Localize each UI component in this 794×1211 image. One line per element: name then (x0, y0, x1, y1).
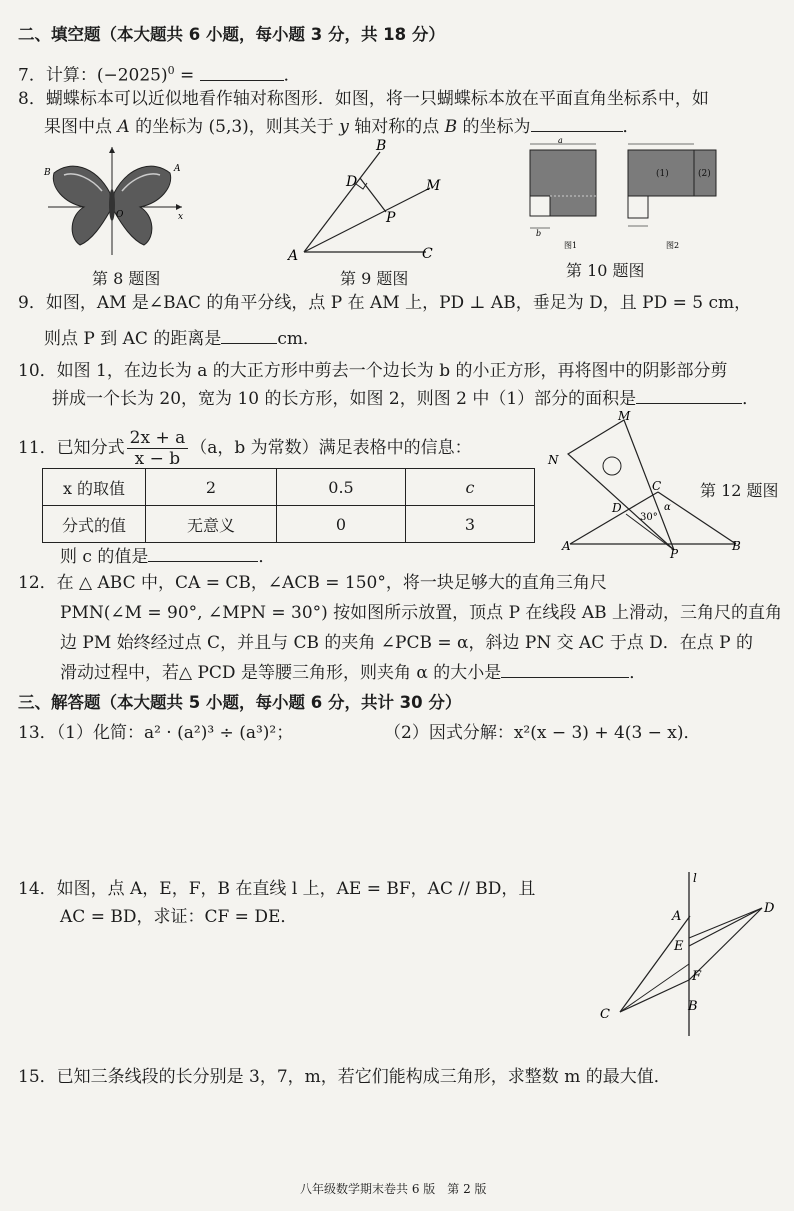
figure-14-parallel (592, 868, 788, 1040)
question-10-line2: 拼成一个长为 20，宽为 10 的长方形，如图 2，则图 2 中（1）部分的面积是 ． (52, 389, 760, 409)
svg-text:l: l (693, 871, 697, 885)
figure-8-butterfly (40, 145, 190, 257)
svg-text:α: α (664, 502, 671, 513)
question-11-after: 则 c 的值是 ． (60, 547, 276, 567)
caption-fig12: 第 12 题图 (700, 481, 779, 500)
question-12-line4: 滑动过程中，若△ PCD 是等腰三角形，则夹角 α 的大小是 ． (60, 663, 647, 683)
question-13-part2: （2）因式分解：x²(x − 3) + 4(3 − x)． (384, 723, 701, 743)
answer-blank-7[interactable] (200, 64, 284, 81)
question-8-line2: 果图中点 A 的坐标为 (5,3)，则其关于 y 轴对称的点 B 的坐标为 ． (44, 117, 640, 137)
svg-text:N: N (548, 453, 559, 467)
answer-blank-12[interactable] (501, 661, 629, 678)
svg-text:b: b (536, 229, 542, 238)
svg-text:(1): (1) (656, 169, 669, 179)
fraction: $\frac{2x + a}{x - b}$ (127, 428, 189, 469)
question-8-line1: 8．蝴蝶标本可以近似地看作轴对称图形．如图，将一只蝴蝶标本放在平面直角坐标系中，如 (18, 89, 709, 109)
section2-heading: 二、填空题（本大题共 6 小题，每小题 3 分，共 18 分） (18, 25, 445, 44)
question-14-line1: 14．如图，点 A，E，F，B 在直线 l 上，AE = BF，AC // BD，且 (18, 879, 536, 899)
svg-text:A: A (562, 539, 571, 553)
svg-text:B: B (688, 999, 698, 1014)
svg-text:图1: 图1 (564, 241, 578, 250)
question-12-line1: 12．在 △ ABC 中，CA = CB，∠ACB = 150°，将一块足够大的直角三角尺 (18, 573, 607, 593)
question-13-part1: 13．（1）化简：a² · (a²)³ ÷ (a³)²； (18, 723, 294, 743)
svg-text:图2: 图2 (666, 241, 680, 250)
question-7: 7．计算：$(-2025)^0$ = ． (18, 64, 301, 86)
svg-text:M: M (618, 409, 631, 423)
svg-text:P: P (670, 547, 679, 561)
question-9-line2: 则点 P 到 AC 的距离是 cm． (44, 329, 320, 349)
caption-fig8: 第 8 题图 (92, 269, 161, 288)
fig8-label-A: A (174, 164, 181, 174)
svg-text:B: B (732, 539, 741, 553)
svg-text:D: D (764, 901, 775, 916)
section3-heading: 三、解答题（本大题共 5 小题，每小题 6 分，共计 30 分） (18, 693, 462, 712)
table-row: 分式的值 无意义 0 3 (43, 506, 535, 543)
answer-blank-11[interactable] (148, 545, 258, 562)
question-9-line1: 9．如图，AM 是∠BAC 的角平分线，点 P 在 AM 上，PD ⊥ AB，垂足为 D，且 PD = 5 cm， (18, 293, 752, 313)
question-15: 15．已知三条线段的长分别是 3，7，m，若它们能构成三角形，求整数 m 的最大值． (18, 1067, 671, 1087)
fig8-label-O: O (116, 210, 124, 220)
fig8-label-B: B (44, 168, 51, 178)
question-10-line1: 10．如图 1，在边长为 a 的大正方形中剪去一个边长为 b 的小正方形，再将图中的阴影部分剪 (18, 361, 728, 381)
table-row: x 的取值 2 0.5 c (43, 469, 535, 506)
caption-fig9: 第 9 题图 (340, 269, 409, 288)
fig9-label-D: D (346, 174, 358, 190)
svg-text:A: A (672, 909, 682, 924)
fig9-label-M: M (426, 178, 441, 194)
question-12-line3: 边 PM 始终经过点 C，并且与 CB 的夹角 ∠PCB = α，斜边 PN 交 AC 于点 D．在点 P 的 (60, 633, 753, 653)
svg-text:a: a (558, 136, 563, 145)
q11-table (42, 468, 535, 543)
svg-text:(2): (2) (698, 169, 711, 179)
question-14-line2: AC = BD，求证：CF = DE． (60, 907, 298, 927)
figure-10-squares (520, 136, 730, 256)
svg-text:30°: 30° (640, 512, 658, 523)
svg-text:F: F (692, 969, 702, 984)
svg-text:D: D (612, 501, 622, 515)
question-11: 11．已知分式 $\frac{2x + a}{x - b}$ （a，b 为常数）满足表格中的信息： (18, 428, 472, 469)
svg-text:C: C (600, 1007, 610, 1022)
svg-text:E: E (674, 939, 684, 954)
answer-blank-9[interactable] (221, 327, 277, 344)
fig8-label-x: x (178, 212, 184, 222)
fig9-label-A: A (288, 248, 299, 264)
question-12-line2: PMN(∠M = 90°, ∠MPN = 30°) 按如图所示放置，顶点 P 在线段 AB 上滑动，三角尺的直角 (60, 603, 783, 623)
answer-blank-10[interactable] (636, 387, 742, 404)
figure-9-angle (286, 138, 446, 266)
fig9-label-B: B (376, 138, 387, 154)
fig9-label-P: P (386, 210, 396, 226)
page-footer: 八年级数学期末卷共 6 版 第 2 版 (300, 1182, 487, 1196)
fig9-label-C: C (422, 246, 433, 262)
svg-text:C: C (652, 479, 662, 493)
answer-blank-8[interactable] (531, 115, 623, 132)
caption-fig10: 第 10 题图 (566, 261, 645, 280)
